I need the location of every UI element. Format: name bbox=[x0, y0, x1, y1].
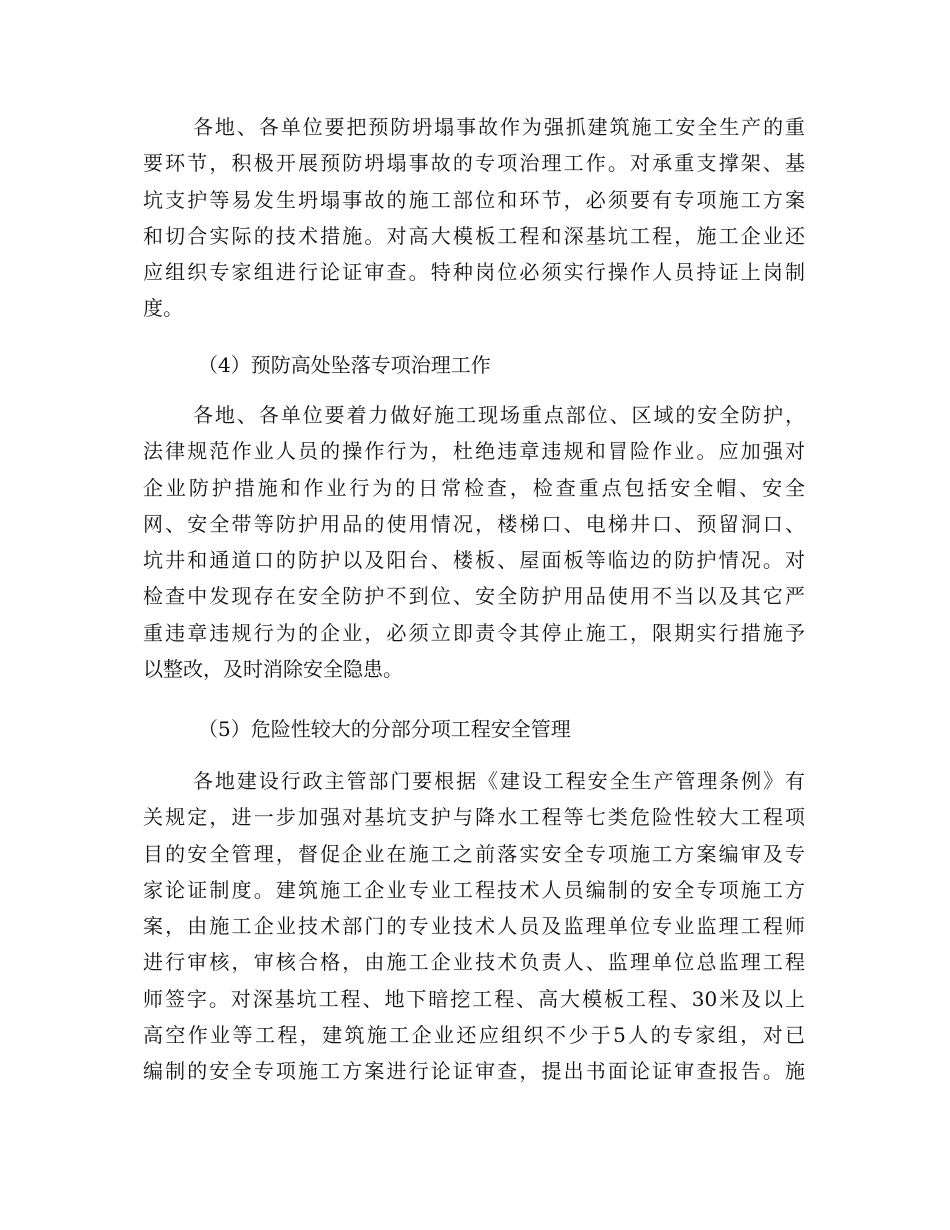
paragraph-line: 案，由施工企业技术部门的专业技术人员及监理单位专业监理工程师 bbox=[143, 914, 805, 939]
paragraph-line: 法律规范作业人员的操作行为，杜绝违章违规和冒险作业。应加强对 bbox=[143, 439, 805, 464]
paragraph-line: 师签字。对深基坑工程、地下暗挖工程、高大模板工程、30米及以上 bbox=[143, 986, 805, 1011]
paragraph-line: 和切合实际的技术措施。对高大模板工程和深基坑工程，施工企业还 bbox=[143, 223, 805, 248]
paragraph-line: 编制的安全专项施工方案进行论证审查，提出书面论证审查报告。施 bbox=[143, 1059, 805, 1084]
paragraph-line: 坑井和通道口的防护以及阳台、楼板、屋面板等临边的防护情况。对 bbox=[143, 548, 805, 573]
paragraph-line: 度。 bbox=[143, 296, 183, 321]
paragraph-fall-prevention bbox=[143, 397, 805, 687]
paragraph-dangerous-works bbox=[143, 763, 805, 1090]
paragraph-line: 各地、各单位要把预防坍塌事故作为强抓建筑施工安全生产的重 bbox=[193, 115, 805, 139]
paragraph-line: 企业防护措施和作业行为的日常检查，检查重点包括安全帽、安全 bbox=[143, 475, 805, 500]
paragraph-line: 网、安全带等防护用品的使用情况，楼梯口、电梯井口、预留洞口、 bbox=[143, 511, 805, 536]
paragraph-line: 家论证制度。建筑施工企业专业工程技术人员编制的安全专项施工方 bbox=[143, 877, 805, 902]
paragraph-line: 坑支护等易发生坍塌事故的施工部位和环节，必须要有专项施工方案 bbox=[143, 187, 805, 212]
paragraph-line: 各地、各单位要着力做好施工现场重点部位、区域的安全防护， bbox=[193, 403, 805, 427]
paragraph-line: 进行审核，审核合格，由施工企业技术负责人、监理单位总监理工程 bbox=[143, 950, 805, 975]
paragraph-line: 重违章违规行为的企业，必须立即责令其停止施工，限期实行措施予 bbox=[143, 620, 805, 645]
paragraph-line: 检查中发现存在安全防护不到位、安全防护用品使用不当以及其它严 bbox=[143, 584, 805, 609]
section-heading-4: （4）预防高处坠落专项治理工作 bbox=[198, 353, 491, 377]
paragraph-collapse-prevention bbox=[143, 109, 805, 327]
paragraph-line: 各地建设行政主管部门要根据《建设工程安全生产管理条例》有 bbox=[193, 769, 805, 793]
section-heading-5: （5）危险性较大的分部分项工程安全管理 bbox=[198, 717, 571, 741]
paragraph-line: 高空作业等工程，建筑施工企业还应组织不少于5人的专家组，对已 bbox=[143, 1023, 805, 1048]
paragraph-line: 目的安全管理，督促企业在施工之前落实安全专项施工方案编审及专 bbox=[143, 841, 805, 866]
paragraph-line: 以整改，及时消除安全隐患。 bbox=[143, 657, 403, 682]
paragraph-line: 关规定，进一步加强对基坑支护与降水工程等七类危险性较大工程项 bbox=[143, 805, 805, 830]
paragraph-line: 应组织专家组进行论证审查。特种岗位必须实行操作人员持证上岗制 bbox=[143, 260, 805, 285]
paragraph-line: 要环节，积极开展预防坍塌事故的专项治理工作。对承重支撑架、基 bbox=[143, 151, 805, 176]
